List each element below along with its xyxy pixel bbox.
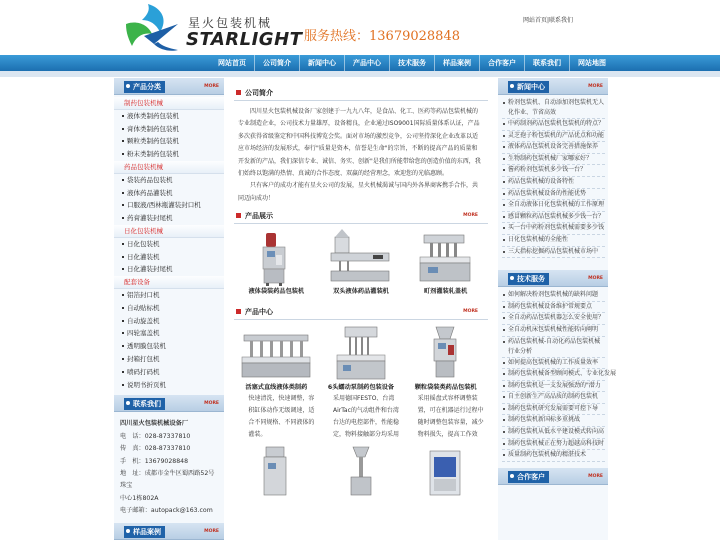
category-item[interactable]: 口服液/西林瓶灌装封口机 [114,199,224,212]
partners-header [498,468,608,485]
product-center-card[interactable] [321,445,401,495]
product-center-card[interactable] [406,323,486,441]
section-marker-icon [236,90,241,95]
company-intro-paragraph-2: 只有客户的成功才能有星火公司的发展，星火机械渴诚与国内外各界商客携手合作，共同迈向成功！ [238,182,479,202]
product-center-more-link[interactable]: MORE [463,309,478,315]
category-heading[interactable]: 药品包装机械 [114,161,224,174]
product-center-header [234,305,488,320]
news-item[interactable]: 全自动液体日化包装机械的工作原理 [502,200,605,212]
news-title: 新闻中心 [508,81,549,93]
service-item[interactable]: 制药包装机研究发展需要可控下导 [502,404,605,416]
nav-sitemap[interactable]: 网站地图 [569,55,614,71]
products-header [234,209,488,224]
nav-products[interactable]: 产品中心 [344,55,389,71]
product-image-liquid-pouch-packer[interactable] [236,227,316,287]
service-item[interactable]: 制药包装机械备型顾问模式、专业化发展 [502,369,605,381]
contact-mobile: 手 机：13679028848 [120,457,189,465]
category-item[interactable]: 颗粒类制药包装机 [114,135,224,148]
service-item[interactable]: 如何提高包装机械的工作质量效率 [502,358,605,370]
product-name[interactable]: 液体袋装药品包装机 [248,288,305,296]
category-item[interactable]: 液体药品灌装机 [114,187,224,200]
products-more-link[interactable]: MORE [463,213,478,219]
samples-title: 样品案例 [124,526,165,538]
categories-title: 产品分类 [124,81,165,93]
category-item[interactable]: 自动旋盖机 [114,315,224,328]
right-sidebar [498,78,617,540]
service-item[interactable]: 全自动机床包装机械性能转向阐明 [502,325,605,337]
service-item[interactable]: 制药包装机是一支发展强劲的"潜力 [502,381,605,393]
category-item[interactable]: 液体类制药包装机 [114,110,224,123]
hotline-number: 13679028848 [369,29,460,44]
category-menu [114,95,224,393]
service-list [498,287,617,462]
product-name[interactable]: 6头蠕动泵制药包装设备 [327,384,395,392]
category-heading[interactable]: 配套设备 [114,276,224,289]
nav-contact[interactable]: 联系我们 [524,55,569,71]
nav-samples[interactable]: 样品案例 [434,55,479,71]
news-item[interactable]: 日化包装机械的全能性 [502,235,605,247]
section-marker-icon [236,309,241,314]
category-item[interactable]: 袋装药品包装机 [114,174,224,187]
news-header [498,78,608,95]
news-item[interactable]: 液体药品包装机设备完善措施保养 [502,142,605,154]
service-item[interactable]: 全自动药品包装机器怎么安全使用？ [502,313,605,325]
news-item[interactable]: 买一台中药粉剂包装机械需要多少钱 [502,223,605,235]
service-hotline [304,25,460,44]
nav-about[interactable]: 公司简介 [254,55,299,71]
section-marker-icon [236,213,241,218]
partners-more-link[interactable]: MORE [588,473,603,479]
category-item[interactable]: 四轮塞盖机 [114,327,224,340]
product-center-title: 产品中心 [245,308,273,317]
contact-title: 联系我们 [124,398,165,410]
categories-more-link[interactable]: MORE [204,84,219,89]
news-item[interactable]: 中药制剂药品包装机包装机的特点？ [502,119,605,131]
samples-header [114,523,224,540]
product-name[interactable]: 活塞式直线液体类制药 [245,384,308,392]
products-title: 产品展示 [245,212,273,221]
category-item[interactable]: 自动贴标机 [114,302,224,315]
hotline-label: 服务热线： [304,29,370,44]
category-item[interactable]: 日化灌装封尾机 [114,263,224,276]
contact-phone: 电 话：028-87337810 [120,432,191,440]
service-header [498,270,608,287]
intro-title: 公司简介 [245,89,273,97]
product-image-tincture-filler-capper[interactable] [406,227,486,287]
product-center-card[interactable] [236,323,316,441]
contact-email: 电子邮箱：autopack@163.com [120,507,213,515]
news-item[interactable]: 药品包装机械设备的性能优势 [502,189,605,201]
product-image-paste-filler[interactable] [321,445,401,495]
product-image-vertical-packer[interactable] [236,445,316,495]
product-card[interactable] [406,227,486,297]
product-image-dual-head-filler[interactable] [321,227,401,287]
product-image-piston-linear-filler[interactable] [236,323,316,383]
product-card[interactable] [321,227,401,297]
categories-header [114,78,224,95]
news-list [498,95,608,258]
service-item[interactable]: 质量制药包装机械的精湛技术 [502,450,605,462]
left-sidebar [114,78,224,540]
category-item[interactable]: 粉末类制药包装机 [114,148,224,161]
nav-partners[interactable]: 合作客户 [479,55,524,71]
starlight-logo-mark[interactable] [124,2,182,54]
product-center-card[interactable] [321,323,401,441]
product-card[interactable] [236,227,316,297]
category-item[interactable]: 日化灌装机 [114,251,224,264]
news-item[interactable]: 粉剂包装机、自动添加剂包装机无人化作业、节省高效 [502,98,605,119]
nav-home[interactable]: 网站首页 [218,59,246,67]
product-description: 采用摇盘式容杯调整装 置，可在机器运行过程中 随时调整包装容量，减少 物料损失，提高工作效 [417,395,484,439]
contact-address-line2: 中心1栋802A [120,494,159,502]
product-center-card[interactable] [406,445,486,495]
logo-chinese-name: 星火包装机械 [188,16,273,30]
news-item[interactable]: 灵芝孢子粉包装机的产品优点和功能 [502,131,605,143]
contact-address-line1: 地 址：成都市金牛区蜀西路52号珠宝 [120,469,215,490]
category-heading[interactable]: 日化包装机械 [114,225,224,238]
service-item[interactable]: 制药包装机械设备维护常规要点 [502,302,605,314]
partners-title: 合作客户 [508,471,549,483]
product-description: 快速清洗，快速调整，容 积缸体动作无级调速，适 合不同规格、不同液体的 灌装。 [248,395,315,439]
contact-more-link[interactable]: MORE [204,401,219,407]
category-item[interactable]: 喷码打码机 [114,366,224,379]
intro-header [234,86,488,101]
service-item[interactable]: 制药包装机新国标多重挑战 [502,415,605,427]
service-item[interactable]: 制药包装机从低水平建设模式转向高 [502,427,605,439]
contact-company: 四川星火包装机械设备厂 [120,420,189,428]
service-item[interactable]: 自主创新生产高品质的制药包装机 [502,392,605,404]
nav-news[interactable]: 新闻中心 [299,55,344,71]
news-item[interactable]: 药品包装机械的设备特性 [502,177,605,189]
main-navigation [0,55,720,71]
product-description: 采用德国FESTO、台湾 AirTac的气动组件和台湾 台达的电控部件，性能稳 定，物料接触部分均采用 [332,395,399,439]
service-more-link[interactable]: MORE [588,276,603,282]
news-more-link[interactable]: MORE [588,84,603,89]
service-item[interactable]: 如何解决粉剂包装机械的缺料问题 [502,290,605,302]
category-item[interactable]: 药膏灌装封尾机 [114,212,224,225]
main-content [234,86,488,495]
news-item[interactable]: 酱药粉剂包装机多少钱一台？ [502,165,605,177]
product-center-list [234,320,488,441]
product-image-enclosed-filler[interactable] [406,445,486,495]
logo-english-name: STARLIGHT [186,29,303,50]
nav-service[interactable]: 技术服务 [389,55,434,71]
company-intro-paragraph-1: 四川星火包装机械设备厂家创建于一九九八年，是食品、化工、医药等药品包装机械的专业制造企业，公司技术力量雄厚，设备精良，企业通过ISO9001国际质量体系认证，产品多次获得省级鉴定和中国科技博览会奖。面对市场的激烈竞争，公司坚持深化企业改革以适应市场经济的发展形式，奉行"质量是资本，信誉是生命"的宗旨，不断的提高产品的质量和开发新的产品，我们深信专业、诚信、务实、创新"是我们所能带给您的创造价值的东西，我们始终以饱满的热情、真诚的合作态度、双赢的经营理念，欢迎您的光临惠顾。 [238,108,481,178]
category-item[interactable]: 封箱打包机 [114,353,224,366]
service-item[interactable]: 药品包装机械-自动化药品包装机械行业分析 [502,337,605,358]
product-showcase [234,224,488,297]
product-center-row-2 [234,441,488,495]
contact-header [114,395,224,412]
category-item[interactable]: 说明书折页机 [114,379,224,392]
news-item[interactable]: 三大指标挖掘药品包装机械市场中 [502,247,605,259]
product-image-granule-sachet-packer[interactable] [406,323,486,383]
top-links[interactable]: 网站首页|联系我们 [523,17,574,24]
category-heading[interactable]: 制药包装机械 [114,97,224,110]
product-center-card[interactable] [236,445,316,495]
product-name[interactable]: 町剂灌装轧盖机 [423,288,468,296]
product-image-peristaltic-pump-filler[interactable] [321,323,401,383]
contact-fax: 传 真：028-87337810 [120,445,191,453]
product-name[interactable]: 颗粒袋装类药品包装机 [414,384,477,392]
category-item[interactable]: 日化包装机 [114,238,224,251]
service-item[interactable]: 制药包装机械正在努力超越高科技时 [502,439,605,451]
category-item[interactable]: 膏体类制药包装机 [114,123,224,136]
contact-info [114,412,224,517]
product-name[interactable]: 双头液体药品灌装机 [333,288,389,296]
category-item[interactable]: 铝箔封口机 [114,289,224,302]
news-item[interactable]: 生物制药包装机械厂家哪家好？ [502,154,605,166]
news-item[interactable]: 感冒颗粒药品包装机械多少钱一台？ [502,212,605,224]
nav-subband [0,71,720,77]
samples-more-link[interactable]: MORE [204,528,219,534]
site-header [0,0,720,55]
service-title: 技术服务 [508,273,549,285]
category-item[interactable]: 透明膜包装机 [114,340,224,353]
